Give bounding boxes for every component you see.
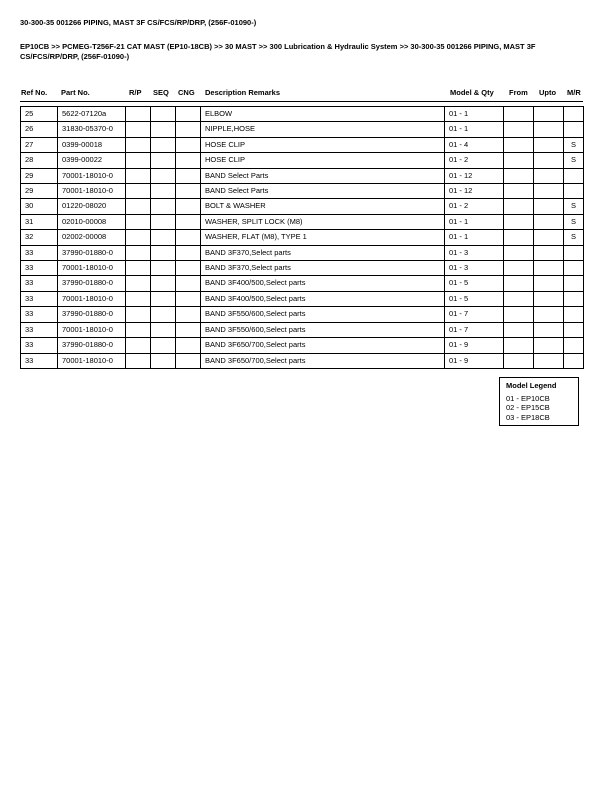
mr-cell <box>564 245 584 260</box>
table-row <box>21 338 584 353</box>
description-cell: WASHER, SPLIT LOCK (M8) <box>201 214 445 229</box>
from-cell <box>504 122 534 137</box>
from-cell <box>504 107 534 122</box>
cng-cell <box>176 153 201 168</box>
mr-cell <box>564 122 584 137</box>
model-qty-cell: 01 - 7 <box>445 322 504 337</box>
cng-cell <box>176 107 201 122</box>
model-qty-cell: 01 - 9 <box>445 338 504 353</box>
upto-cell <box>534 153 564 168</box>
description-cell: BAND 3F370,Select parts <box>201 245 445 260</box>
table-row <box>21 245 584 260</box>
model-qty-cell: 01 - 5 <box>445 291 504 306</box>
upto-cell <box>534 322 564 337</box>
description-cell: NIPPLE,HOSE <box>201 122 445 137</box>
part-no-cell: 37990-01880-0 <box>58 245 126 260</box>
legend-title: Model Legend <box>506 381 557 390</box>
seq-cell <box>151 199 176 214</box>
description-cell: BAND 3F650/700,Select parts <box>201 338 445 353</box>
header-seq: SEQ <box>153 88 169 97</box>
part-no-cell: 37990-01880-0 <box>58 276 126 291</box>
page-title: 30-300-35 001266 PIPING, MAST 3F CS/FCS/RP/DRP, (256F-01090-) <box>20 18 257 27</box>
mr-cell <box>564 322 584 337</box>
model-qty-cell: 01 - 12 <box>445 168 504 183</box>
model-qty-cell: 01 - 12 <box>445 184 504 199</box>
from-cell <box>504 199 534 214</box>
header-divider <box>20 101 583 102</box>
seq-cell <box>151 322 176 337</box>
part-no-cell: 70001-18010-0 <box>58 322 126 337</box>
ref-no-cell: 33 <box>21 322 58 337</box>
model-qty-cell: 01 - 1 <box>445 122 504 137</box>
model-qty-cell: 01 - 1 <box>445 230 504 245</box>
from-cell <box>504 184 534 199</box>
part-no-cell: 70001-18010-0 <box>58 184 126 199</box>
cng-cell <box>176 184 201 199</box>
rp-cell <box>126 291 151 306</box>
upto-cell <box>534 338 564 353</box>
description-cell: BAND Select Parts <box>201 184 445 199</box>
upto-cell <box>534 353 564 368</box>
part-no-cell: 5622-07120a <box>58 107 126 122</box>
cng-cell <box>176 122 201 137</box>
part-no-cell: 02010-00008 <box>58 214 126 229</box>
model-legend <box>499 377 579 426</box>
mr-cell <box>564 307 584 322</box>
description-cell: HOSE CLIP <box>201 137 445 152</box>
cng-cell <box>176 199 201 214</box>
cng-cell <box>176 307 201 322</box>
ref-no-cell: 27 <box>21 137 58 152</box>
seq-cell <box>151 168 176 183</box>
table-row <box>21 199 584 214</box>
ref-no-cell: 33 <box>21 276 58 291</box>
from-cell <box>504 137 534 152</box>
description-cell: ELBOW <box>201 107 445 122</box>
from-cell <box>504 245 534 260</box>
table-row <box>21 107 584 122</box>
mr-cell: S <box>564 230 584 245</box>
mr-cell: S <box>564 137 584 152</box>
ref-no-cell: 28 <box>21 153 58 168</box>
seq-cell <box>151 276 176 291</box>
ref-no-cell: 33 <box>21 261 58 276</box>
from-cell <box>504 168 534 183</box>
description-cell: WASHER, FLAT (M8), TYPE 1 <box>201 230 445 245</box>
part-no-cell: 0399-00022 <box>58 153 126 168</box>
from-cell <box>504 353 534 368</box>
mr-cell: S <box>564 153 584 168</box>
description-cell: BAND 3F650/700,Select parts <box>201 353 445 368</box>
part-no-cell: 70001-18010-0 <box>58 168 126 183</box>
upto-cell <box>534 122 564 137</box>
upto-cell <box>534 168 564 183</box>
model-qty-cell: 01 - 3 <box>445 261 504 276</box>
cng-cell <box>176 261 201 276</box>
header-ref-no: Ref No. <box>21 88 48 97</box>
description-cell: BAND 3F550/600,Select parts <box>201 307 445 322</box>
description-cell: BAND 3F550/600,Select parts <box>201 322 445 337</box>
table-row <box>21 353 584 368</box>
model-qty-cell: 01 - 5 <box>445 276 504 291</box>
table-row <box>21 137 584 152</box>
cng-cell <box>176 338 201 353</box>
rp-cell <box>126 261 151 276</box>
table-row <box>21 322 584 337</box>
rp-cell <box>126 338 151 353</box>
part-no-cell: 70001-18010-0 <box>58 353 126 368</box>
legend-item: 03 - EP18CB <box>506 412 550 422</box>
seq-cell <box>151 291 176 306</box>
seq-cell <box>151 137 176 152</box>
rp-cell <box>126 322 151 337</box>
ref-no-cell: 33 <box>21 353 58 368</box>
upto-cell <box>534 137 564 152</box>
mr-cell: S <box>564 214 584 229</box>
upto-cell <box>534 276 564 291</box>
upto-cell <box>534 214 564 229</box>
ref-no-cell: 32 <box>21 230 58 245</box>
rp-cell <box>126 153 151 168</box>
cng-cell <box>176 214 201 229</box>
breadcrumb: EP10CB >> PCMEG-T256F-21 CAT MAST (EP10-18CB) >> 30 MAST >> 300 Lubrication & Hydraulic System >> 30-300-35 001266 PIPING, MAST 3F CS/FCS/RP/DRP, (256F-01090-) <box>20 42 536 61</box>
ref-no-cell: 33 <box>21 307 58 322</box>
header-rp: R/P <box>129 88 142 97</box>
seq-cell <box>151 261 176 276</box>
upto-cell <box>534 261 564 276</box>
model-qty-cell: 01 - 9 <box>445 353 504 368</box>
mr-cell: S <box>564 199 584 214</box>
mr-cell <box>564 261 584 276</box>
part-no-cell: 01220-08020 <box>58 199 126 214</box>
header-description: Description Remarks <box>205 88 281 97</box>
seq-cell <box>151 107 176 122</box>
table-row <box>21 307 584 322</box>
seq-cell <box>151 122 176 137</box>
legend-item: 02 - EP15CB <box>506 403 550 413</box>
cng-cell <box>176 322 201 337</box>
from-cell <box>504 230 534 245</box>
cng-cell <box>176 353 201 368</box>
description-cell: BAND 3F400/500,Select parts <box>201 291 445 306</box>
mr-cell <box>564 291 584 306</box>
upto-cell <box>534 199 564 214</box>
legend-item: 01 - EP10CB <box>506 394 550 403</box>
cng-cell <box>176 168 201 183</box>
rp-cell <box>126 122 151 137</box>
description-cell: HOSE CLIP <box>201 153 445 168</box>
cng-cell <box>176 291 201 306</box>
from-cell <box>504 338 534 353</box>
description-cell: BAND 3F400/500,Select parts <box>201 276 445 291</box>
model-qty-cell: 01 - 3 <box>445 245 504 260</box>
rp-cell <box>126 214 151 229</box>
cng-cell <box>176 230 201 245</box>
table-row <box>21 122 584 137</box>
header-mr: M/R <box>567 88 581 97</box>
part-no-cell: 0399-00018 <box>58 137 126 152</box>
parts-table <box>20 106 584 369</box>
rp-cell <box>126 107 151 122</box>
rp-cell <box>126 276 151 291</box>
seq-cell <box>151 245 176 260</box>
description-cell: BAND Select Parts <box>201 168 445 183</box>
rp-cell <box>126 230 151 245</box>
cng-cell <box>176 276 201 291</box>
description-cell: BOLT & WASHER <box>201 199 445 214</box>
table-row <box>21 230 584 245</box>
from-cell <box>504 214 534 229</box>
upto-cell <box>534 107 564 122</box>
seq-cell <box>151 214 176 229</box>
header-cng: CNG <box>178 88 195 97</box>
ref-no-cell: 33 <box>21 291 58 306</box>
seq-cell <box>151 353 176 368</box>
description-cell: BAND 3F370,Select parts <box>201 261 445 276</box>
rp-cell <box>126 184 151 199</box>
ref-no-cell: 29 <box>21 184 58 199</box>
upto-cell <box>534 184 564 199</box>
cng-cell <box>176 245 201 260</box>
table-row <box>21 261 584 276</box>
mr-cell <box>564 338 584 353</box>
from-cell <box>504 153 534 168</box>
from-cell <box>504 322 534 337</box>
from-cell <box>504 291 534 306</box>
table-row <box>21 168 584 183</box>
ref-no-cell: 26 <box>21 122 58 137</box>
cng-cell <box>176 137 201 152</box>
part-no-cell: 37990-01880-0 <box>58 307 126 322</box>
table-row <box>21 276 584 291</box>
model-qty-cell: 01 - 1 <box>445 107 504 122</box>
part-no-cell: 70001-18010-0 <box>58 261 126 276</box>
upto-cell <box>534 307 564 322</box>
upto-cell <box>534 230 564 245</box>
upto-cell <box>534 245 564 260</box>
mr-cell <box>564 353 584 368</box>
rp-cell <box>126 353 151 368</box>
table-row <box>21 214 584 229</box>
from-cell <box>504 307 534 322</box>
rp-cell <box>126 168 151 183</box>
from-cell <box>504 261 534 276</box>
rp-cell <box>126 245 151 260</box>
ref-no-cell: 33 <box>21 245 58 260</box>
rp-cell <box>126 199 151 214</box>
part-no-cell: 37990-01880-0 <box>58 338 126 353</box>
ref-no-cell: 25 <box>21 107 58 122</box>
rp-cell <box>126 307 151 322</box>
rp-cell <box>126 137 151 152</box>
mr-cell <box>564 168 584 183</box>
seq-cell <box>151 307 176 322</box>
ref-no-cell: 30 <box>21 199 58 214</box>
seq-cell <box>151 230 176 245</box>
header-from: From <box>509 88 528 97</box>
header-upto: Upto <box>539 88 557 97</box>
mr-cell <box>564 276 584 291</box>
table-row <box>21 291 584 306</box>
model-qty-cell: 01 - 4 <box>445 137 504 152</box>
header-part-no: Part No. <box>61 88 90 97</box>
seq-cell <box>151 184 176 199</box>
upto-cell <box>534 291 564 306</box>
ref-no-cell: 29 <box>21 168 58 183</box>
seq-cell <box>151 338 176 353</box>
mr-cell <box>564 107 584 122</box>
model-qty-cell: 01 - 2 <box>445 153 504 168</box>
table-header <box>0 88 612 100</box>
part-no-cell: 02002-00008 <box>58 230 126 245</box>
ref-no-cell: 33 <box>21 338 58 353</box>
model-qty-cell: 01 - 2 <box>445 199 504 214</box>
mr-cell <box>564 184 584 199</box>
part-no-cell: 70001-18010-0 <box>58 291 126 306</box>
model-qty-cell: 01 - 1 <box>445 214 504 229</box>
seq-cell <box>151 153 176 168</box>
model-qty-cell: 01 - 7 <box>445 307 504 322</box>
table-row <box>21 153 584 168</box>
part-no-cell: 31830-05370-0 <box>58 122 126 137</box>
header-model-qty: Model & Qty <box>450 88 494 97</box>
from-cell <box>504 276 534 291</box>
table-row <box>21 184 584 199</box>
ref-no-cell: 31 <box>21 214 58 229</box>
